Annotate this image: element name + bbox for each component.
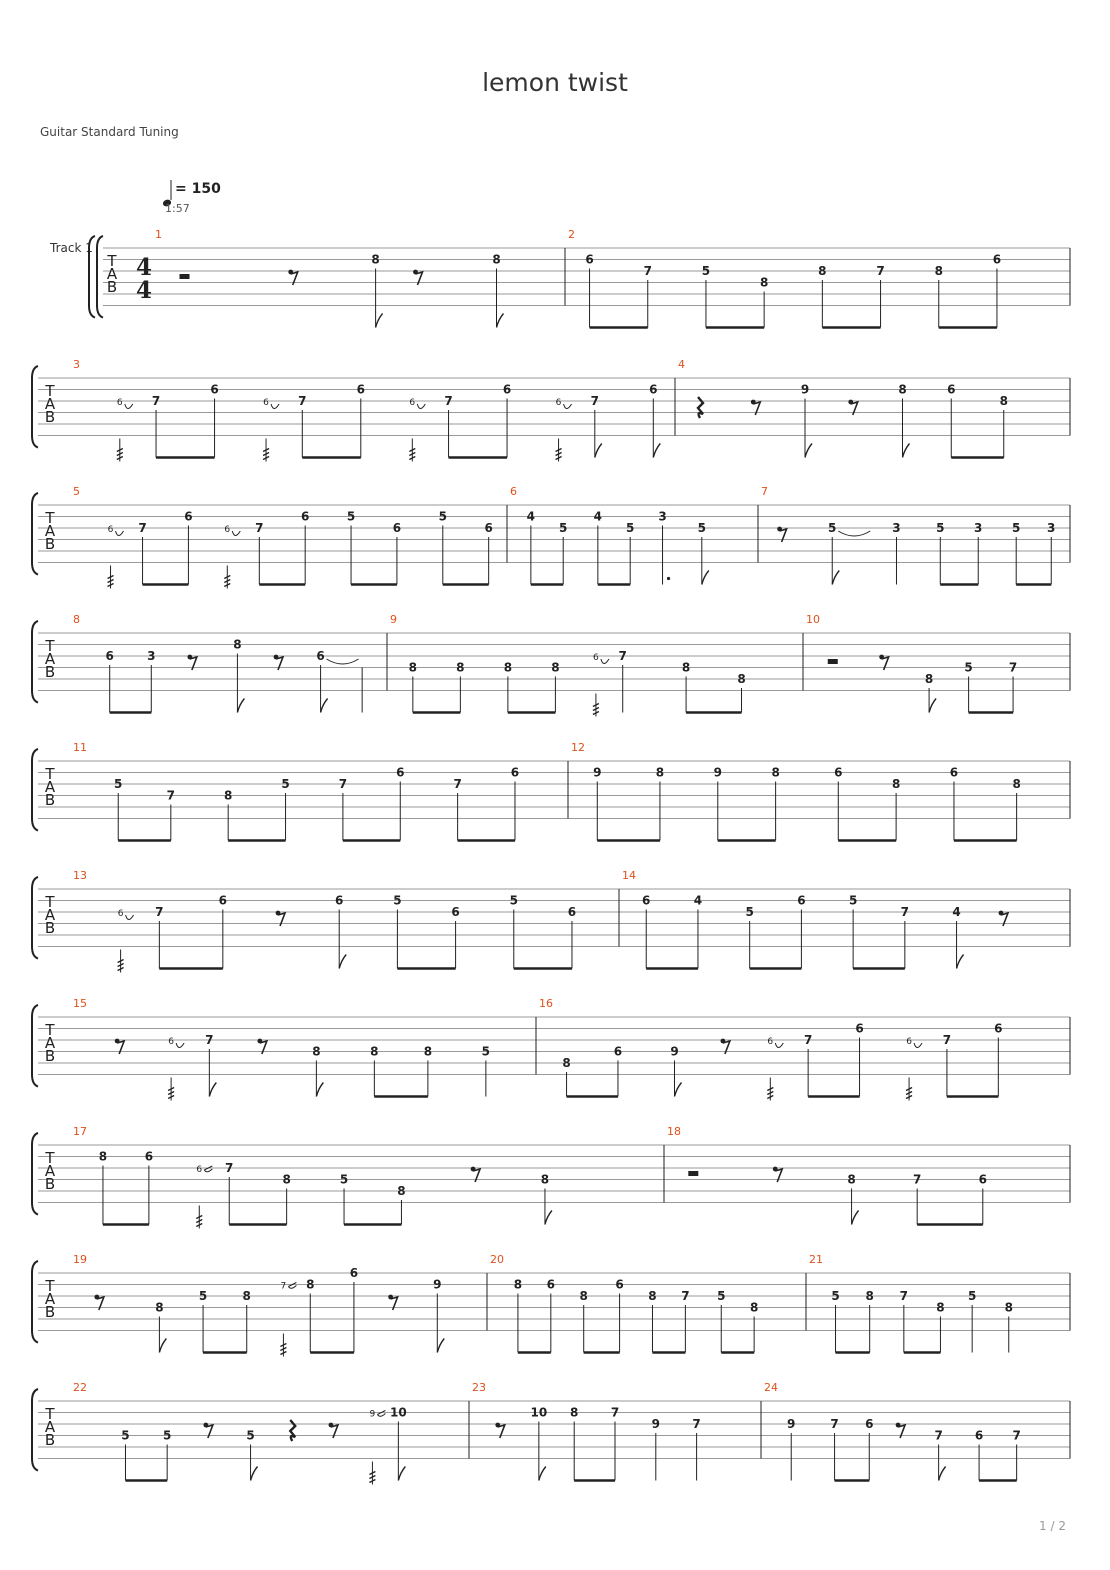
tab-letter: A [44,650,56,668]
fret-number: 5 [828,521,837,535]
tab-letter: T [45,765,55,783]
bar-number: 22 [73,1381,87,1394]
tab-letter: T [45,893,55,911]
fret-number: 5 [246,1428,255,1443]
song-title: lemon twist [482,68,628,97]
eighth-rest-stem [723,1041,730,1054]
bar-number: 2 [568,228,575,241]
bar-number: 1 [155,228,162,241]
note-flag [852,1211,859,1225]
eighth-rest-stem [775,1169,782,1182]
note-flag [237,699,244,713]
system-bracket [97,236,103,318]
grace-fret-number: 7 [280,1281,287,1292]
fret-number: 5 [162,1428,172,1443]
fret-number: 8 [312,1044,321,1059]
tab-letter: B [44,663,56,681]
fret-number: 6 [316,649,325,663]
fret-number: 6 [301,509,310,524]
system-bracket [32,749,38,831]
fret-number: 3 [892,521,901,535]
system-bracket [32,1389,38,1471]
fret-number: 4 [593,509,603,524]
fret-number: 8 [999,394,1008,408]
fret-number: 7 [643,264,652,278]
fret-number: 5 [717,1289,726,1303]
fret-number: 8 [224,788,233,803]
fret-number: 6 [642,893,651,908]
fret-number: 8 [891,777,901,791]
fret-number: 8 [423,1044,433,1059]
fret-number: 8 [681,660,691,675]
system-bracket [32,493,38,575]
fret-number: 7 [899,1289,909,1303]
bar-number: 19 [73,1253,87,1266]
tempo-value: = 150 [175,181,221,197]
eighth-rest-stem [898,1425,905,1438]
note-flag [437,1339,444,1353]
tie-arc [838,531,870,536]
slur-arc [126,915,134,920]
fret-number: 7 [876,264,885,278]
fret-number: 6 [649,382,658,397]
tab-letter: T [45,1021,55,1039]
bar-number: 21 [809,1253,823,1266]
fret-number: 7 [151,394,161,408]
fret-number: 6 [210,382,219,397]
quarter-rest [290,1420,295,1441]
half-rest [180,274,190,279]
bar-number: 24 [764,1381,778,1394]
fret-number: 7 [1008,660,1018,675]
fret-number: 7 [1012,1428,1021,1443]
tab-letter: A [44,522,56,540]
fret-number: 8 [648,1289,657,1303]
system-bracket [32,621,38,703]
quarter-rest [698,397,703,418]
grace-fret-number: 6 [168,1037,174,1047]
fret-number: 7 [900,905,910,919]
bar-number: 14 [622,869,636,882]
system-bracket [32,1261,38,1343]
slur-arc [914,1043,922,1048]
note-flag [398,1467,405,1481]
fret-number: 6 [978,1172,987,1187]
fret-number: 8 [934,264,943,278]
note-flag [653,444,660,458]
fret-number: 6 [994,1021,1003,1036]
tab-letter: B [44,1303,56,1321]
grace-fret-number: 6 [117,909,124,919]
fret-number: 8 [408,660,418,675]
eighth-rest-stem [498,1425,505,1438]
half-rest [688,1171,698,1176]
fret-number: 8 [456,660,465,675]
note-flag [903,444,910,458]
fret-number: 7 [830,1417,839,1431]
fret-number: 7 [166,788,175,803]
fret-number: 9 [433,1277,442,1292]
fret-number: 8 [562,1056,571,1070]
fret-number: 8 [898,382,907,397]
eighth-rest-stem [416,272,423,285]
fret-number: 6 [218,893,228,908]
time-sig-bottom: 4 [135,277,153,304]
fret-number: 5 [114,777,123,791]
bar-number: 16 [539,997,553,1010]
tab-letter: T [45,1405,55,1423]
bar-number: 5 [73,485,80,498]
grace-fret-number: 6 [263,398,269,408]
fret-number: 5 [509,893,518,908]
system-bracket [32,366,38,448]
fret-number: 6 [855,1021,864,1036]
tab-letter: A [106,265,118,283]
note-flag [321,699,328,713]
system-bracket [32,1133,38,1215]
fret-number: 7 [692,1417,701,1431]
fret-number: 7 [225,1161,234,1175]
fret-number: 5 [626,521,635,535]
fret-number: 8 [306,1277,315,1292]
fret-number: 8 [513,1277,523,1292]
slur-arc [271,404,279,409]
tab-letter: B [44,1431,56,1449]
fret-number: 8 [655,765,665,780]
tab-letter: T [45,382,55,400]
slur-arc [601,659,609,664]
tab-letter: B [44,791,56,809]
fret-number: 6 [992,252,1002,267]
eighth-rest-stem [851,402,858,415]
bar-number: 13 [73,869,87,882]
fret-number: 7 [138,521,147,535]
page-number: 1 / 2 [1039,1519,1066,1533]
fret-number: 6 [613,1044,623,1059]
fret-number: 8 [1004,1300,1013,1315]
fret-number: 7 [681,1289,690,1303]
tab-letter: B [44,1175,56,1193]
bar-number: 23 [472,1381,486,1394]
fret-number: 7 [618,649,627,663]
tab-letter: A [44,1290,56,1308]
tab-letter: A [44,1418,56,1436]
grace-fret-number: 6 [107,525,114,535]
bar-number: 6 [510,485,517,498]
fret-number: 10 [530,1405,548,1420]
note-flag [595,444,602,458]
fret-number: 8 [371,252,380,267]
fret-number: 5 [339,1172,349,1187]
bar-number: 11 [73,741,87,754]
tab-letter: T [45,1149,55,1167]
slur-arc [176,1043,184,1048]
fret-number: 8 [155,1300,164,1315]
grace-fret-number: 6 [593,653,599,663]
system-bracket [32,877,38,959]
fret-number: 7 [913,1172,922,1187]
fret-number: 10 [390,1405,407,1420]
tab-letter: B [106,278,118,296]
fret-number: 7 [298,394,307,408]
fret-number: 5 [936,521,945,535]
tab-letter: B [44,919,56,937]
fret-number: 7 [444,394,453,408]
fret-number: 8 [282,1172,291,1187]
fret-number: 6 [947,382,956,397]
eighth-rest-stem [260,1041,267,1054]
fret-number: 6 [349,1266,359,1280]
grace-fret-number: 6 [224,525,231,535]
eighth-rest-stem [391,1297,398,1310]
fret-number: 5 [346,509,356,524]
note-flag [209,1083,216,1097]
fret-number: 5 [393,893,402,908]
fret-number: 8 [749,1300,759,1315]
slur-arc [775,1043,783,1048]
tab-letter: B [44,408,56,426]
tab-letter: A [44,395,56,413]
tab-letter: T [45,637,55,655]
fret-number: 6 [502,382,512,397]
fret-number: 8 [370,1044,379,1059]
slur-arc [232,531,240,536]
fret-number: 9 [651,1417,660,1431]
eighth-rest-stem [117,1041,124,1054]
grace-fret-number: 6 [116,398,123,408]
fret-number: 3 [1047,521,1056,535]
fret-number: 8 [759,275,769,290]
fret-number: 8 [397,1184,406,1198]
fret-number: 5 [831,1289,840,1303]
bar-number: 18 [667,1125,681,1138]
slur-arc [564,404,572,409]
fret-number: 5 [964,660,973,675]
fret-number: 8 [98,1149,108,1164]
bar-number: 9 [390,613,397,626]
bar-number: 12 [571,741,585,754]
time-sig-top: 4 [135,254,153,281]
fret-number: 8 [570,1405,579,1420]
grace-fret-number: 6 [906,1037,912,1047]
fret-number: 5 [701,264,711,278]
note-flag [805,444,812,458]
fret-number: 6 [451,905,460,919]
tab-letter: A [44,906,56,924]
note-flag [675,1083,682,1097]
fret-number: 5 [967,1289,977,1303]
grace-fret-number: 6 [196,1165,203,1175]
bar-number: 7 [761,485,768,498]
grace-fret-number: 6 [409,398,416,408]
eighth-rest-stem [780,529,787,542]
fret-number: 8 [865,1289,874,1303]
eighth-rest-stem [882,657,889,670]
bar-number: 20 [490,1253,504,1266]
note-flag [939,1467,946,1481]
eighth-rest-stem [190,657,197,670]
fret-number: 5 [438,509,447,524]
fret-number: 6 [567,905,577,919]
fret-number: 7 [453,777,462,791]
fret-number: 8 [924,672,934,686]
tab-letter: T [45,509,55,527]
slur-arc [417,404,425,409]
fret-number: 8 [503,660,513,675]
tab-letter: T [107,252,117,270]
fret-number: 8 [242,1289,251,1303]
fret-number: 4 [693,893,703,908]
note-flag [702,571,709,585]
note-flag [929,699,936,713]
tempo-time-label: 1:57 [165,202,190,215]
track-name: Track 1 [50,241,93,255]
fret-number: 7 [610,1405,620,1420]
fret-number: 8 [233,637,242,652]
tie-arc [327,659,359,664]
grace-fret-number: 6 [555,398,562,408]
fret-number: 5 [848,893,858,908]
fret-number: 8 [551,660,560,675]
fret-number: 5 [281,777,290,791]
note-flag [957,955,964,969]
tuning-label: Guitar Standard Tuning [40,125,179,139]
fret-number: 6 [510,765,520,780]
eighth-rest-stem [278,913,285,926]
dotted-note-dot [667,577,670,580]
half-rest [828,659,838,664]
fret-number: 4 [526,509,536,524]
fret-number: 5 [481,1044,491,1059]
fret-number: 5 [745,905,754,919]
grace-fret-number: 6 [767,1037,774,1047]
eighth-rest-stem [331,1425,338,1438]
fret-number: 7 [205,1033,214,1047]
fret-number: 6 [392,521,402,535]
fret-number: 8 [579,1289,588,1303]
fret-number: 9 [670,1044,679,1059]
fret-number: 5 [559,521,568,535]
tab-letter: B [44,1047,56,1065]
slur-arc [125,404,133,409]
fret-number: 8 [492,252,501,267]
bar-number: 3 [73,358,80,371]
grace-fret-number: 9 [369,1409,376,1420]
fret-number: 9 [593,765,602,780]
fret-number: 7 [590,394,599,408]
fret-number: 6 [396,765,405,780]
eighth-rest-stem [473,1169,480,1182]
fret-number: 3 [658,509,667,524]
note-flag [159,1339,166,1353]
fret-number: 6 [484,521,493,535]
eighth-rest-stem [753,402,760,415]
fret-number: 8 [737,672,746,686]
fret-number: 9 [800,382,810,397]
fret-number: 6 [356,382,365,397]
fret-number: 6 [949,765,959,780]
fret-number: 6 [546,1277,555,1292]
slur-arc [116,531,124,536]
note-flag [832,571,839,585]
tab-letter: T [45,1277,55,1295]
fret-number: 6 [105,649,114,663]
note-flag [539,1467,546,1481]
fret-number: 6 [615,1277,624,1292]
bar-number: 17 [73,1125,87,1138]
fret-number: 9 [787,1417,796,1431]
fret-number: 7 [338,777,348,791]
fret-number: 8 [847,1172,856,1187]
eighth-rest-stem [97,1297,104,1310]
fret-number: 6 [585,252,594,267]
fret-number: 5 [198,1289,208,1303]
note-flag [545,1211,552,1225]
fret-number: 6 [144,1149,154,1164]
fret-number: 7 [255,521,264,535]
note-flag [316,1083,323,1097]
fret-number: 8 [818,264,827,278]
bar-number: 15 [73,997,87,1010]
fret-number: 7 [934,1428,943,1443]
bar-number: 10 [806,613,820,626]
fret-number: 5 [1012,521,1021,535]
eighth-rest-stem [291,272,298,285]
fret-number: 3 [147,649,156,663]
fret-number: 3 [974,521,983,535]
note-flag [339,955,346,969]
note-flag [376,314,383,328]
fret-number: 8 [540,1172,550,1187]
eighth-rest-stem [276,657,283,670]
fret-number: 5 [121,1428,130,1443]
fret-number: 9 [713,765,722,780]
fret-number: 4 [952,905,961,919]
eighth-rest-stem [206,1425,213,1438]
fret-number: 6 [797,893,806,908]
bar-number: 8 [73,613,80,626]
tab-letter: A [44,1034,56,1052]
fret-number: 6 [834,765,843,780]
tab-letter: A [44,1162,56,1180]
tab-letter: B [44,535,56,553]
fret-number: 8 [771,765,780,780]
note-flag [251,1467,258,1481]
note-flag [497,314,504,328]
fret-number: 7 [942,1033,952,1047]
fret-number: 6 [184,509,193,524]
fret-number: 6 [335,893,344,908]
fret-number: 6 [865,1417,874,1431]
tab-letter: A [44,778,56,796]
fret-number: 6 [974,1428,984,1443]
fret-number: 8 [936,1300,945,1315]
fret-number: 7 [155,905,164,919]
system-bracket [32,1005,38,1087]
fret-number: 8 [1012,777,1021,791]
fret-number: 5 [697,521,706,535]
bar-number: 4 [678,358,685,371]
eighth-rest-stem [1001,913,1008,926]
fret-number: 7 [803,1033,813,1047]
